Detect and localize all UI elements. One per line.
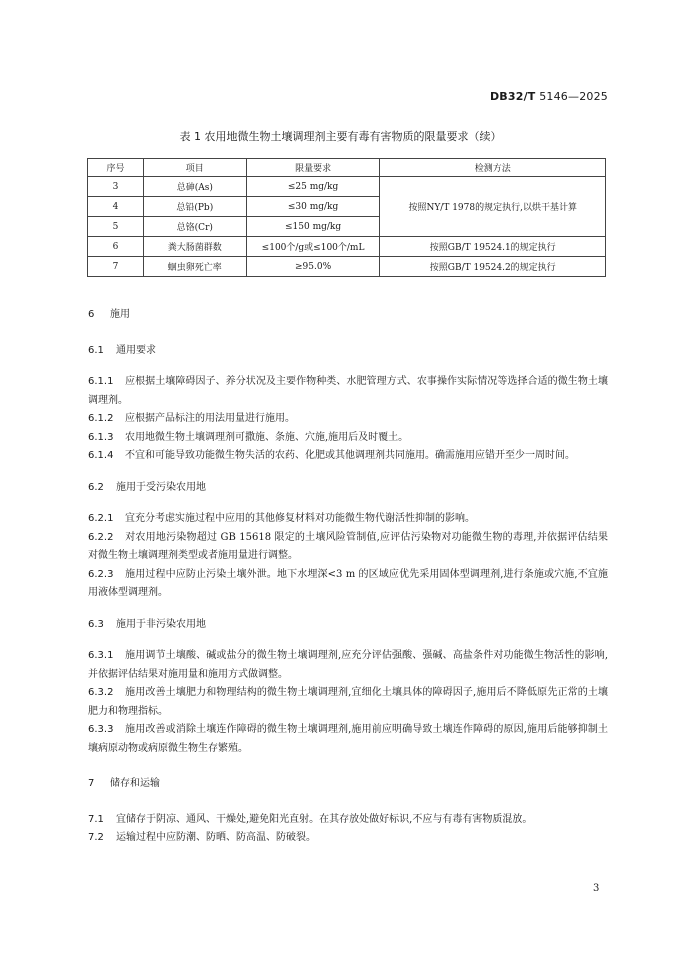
- cell-item: 粪大肠菌群数: [143, 237, 246, 257]
- section-heading-7: 7 储存和运输: [88, 778, 160, 789]
- clause-6-2-1: 6.2.1 宜充分考虑实施过程中应用的其他修复材料对功能微生物代谢活性抑制的影响。: [88, 513, 475, 524]
- section-heading-6-3: 6.3 施用于非污染农用地: [88, 618, 206, 630]
- clause-6-1-1: 6.1.1 应根据土壤障碍因子、养分状况及主要作物种类、水肥管理方式、农事操作实际情况等选择合适的微生物土壤调理剂。: [88, 376, 608, 406]
- cell-item: 总砷(As): [143, 177, 246, 197]
- cell-limit: ≤100个/g或≤100个/mL: [246, 237, 380, 257]
- cell-method: 按照GB/T 19524.2的规定执行: [380, 257, 606, 277]
- standard-code: [490, 90, 608, 103]
- section-heading-6-1: 6.1 通用要求: [88, 344, 156, 356]
- clause-6-3-2: 6.3.2 施用改善土壤肥力和物理结构的微生物土壤调理剂,宜细化土壤具体的障碍因子,施用后不降低原先正常的土壤肥力和物理指标。: [88, 687, 608, 717]
- cell-item: 蛔虫卵死亡率: [143, 257, 246, 277]
- clause-6-1-4: 6.1.4 不宜和可能导致功能微生物失活的农药、化肥或其他调理剂共同施用。确需施用应错开至少一周时间。: [88, 450, 575, 461]
- col-header-no: 序号: [88, 159, 144, 177]
- col-header-item: 项目: [143, 159, 246, 177]
- clause-7-2: 7.2 运输过程中应防潮、防晒、防高温、防破裂。: [88, 832, 316, 843]
- clause-6-2-3: 6.2.3 施用过程中应防止污染土壤外泄。地下水埋深<3 m 的区域应优先采用固体型调理剂,进行条施或穴施,不宜施用液体型调理剂。: [88, 568, 608, 598]
- clause-6-1-2: 6.1.2 应根据产品标注的用法用量进行施用。: [88, 413, 295, 424]
- page-number: 3: [593, 883, 600, 894]
- cell-limit: ≥95.0%: [246, 257, 380, 277]
- clause-6-1-3: 6.1.3 农用地微生物土壤调理剂可撒施、条施、穴施,施用后及时覆土。: [88, 431, 409, 443]
- table-row: [88, 237, 606, 257]
- table-header-row: [88, 159, 606, 177]
- cell-no: 7: [88, 257, 144, 277]
- cell-no: 6: [88, 237, 144, 257]
- cell-item: 总铅(Pb): [143, 197, 246, 217]
- table-row: [88, 177, 606, 197]
- cell-method: 按照GB/T 19524.1的规定执行: [380, 237, 606, 257]
- clause-6-3-1: 6.3.1 施用调节土壤酸、碱或盐分的微生物土壤调理剂,应充分评估强酸、强碱、高盐条件对功能微生物活性的影响,并依据评估结果对施用量和施用方式做调整。: [88, 650, 608, 680]
- clause-6-2-2: 6.2.2 对农用地污染物超过 GB 15618 限定的土壤风险管制值,应评估污染物对功能微生物的毒理,并依据评估结果对微生物土壤调理剂类型或者施用量进行调整。: [88, 531, 608, 561]
- cell-no: 3: [88, 177, 144, 197]
- cell-no: 4: [88, 197, 144, 217]
- clause-7-1: 7.1 宜储存于阴凉、通风、干燥处,避免阳光直射。在其存放处做好标识,不应与有毒有害物质混放。: [88, 813, 533, 825]
- cell-method-merged: 按照NY/T 1978的规定执行,以烘干基计算: [380, 177, 606, 237]
- section-heading-6: 6 施用: [88, 309, 130, 320]
- cell-limit: ≤30 mg/kg: [246, 197, 380, 217]
- cell-limit: ≤150 mg/kg: [246, 217, 380, 237]
- section-heading-6-2: 6.2 施用于受污染农用地: [88, 481, 206, 493]
- document-body: [88, 306, 608, 848]
- table-title: 表 1 农用地微生物土壤调理剂主要有毒有害物质的限量要求（续）: [179, 130, 502, 143]
- cell-limit: ≤25 mg/kg: [246, 177, 380, 197]
- clause-6-3-3: 6.3.3 施用改善或消除土壤连作障碍的微生物土壤调理剂,施用前应明确导致土壤连作障碍的原因,施用后能够抑制土壤病原动物或病原微生物生存繁殖。: [88, 724, 608, 754]
- standard-number: 5146—2025: [539, 90, 608, 103]
- col-header-method: 检测方法: [380, 159, 606, 177]
- standard-prefix: DB32/T: [489, 90, 536, 103]
- cell-item: 总铬(Cr): [143, 217, 246, 237]
- cell-no: 5: [88, 217, 144, 237]
- limits-table: [87, 158, 606, 277]
- table-row: [88, 257, 606, 277]
- col-header-limit: 限量要求: [246, 159, 380, 177]
